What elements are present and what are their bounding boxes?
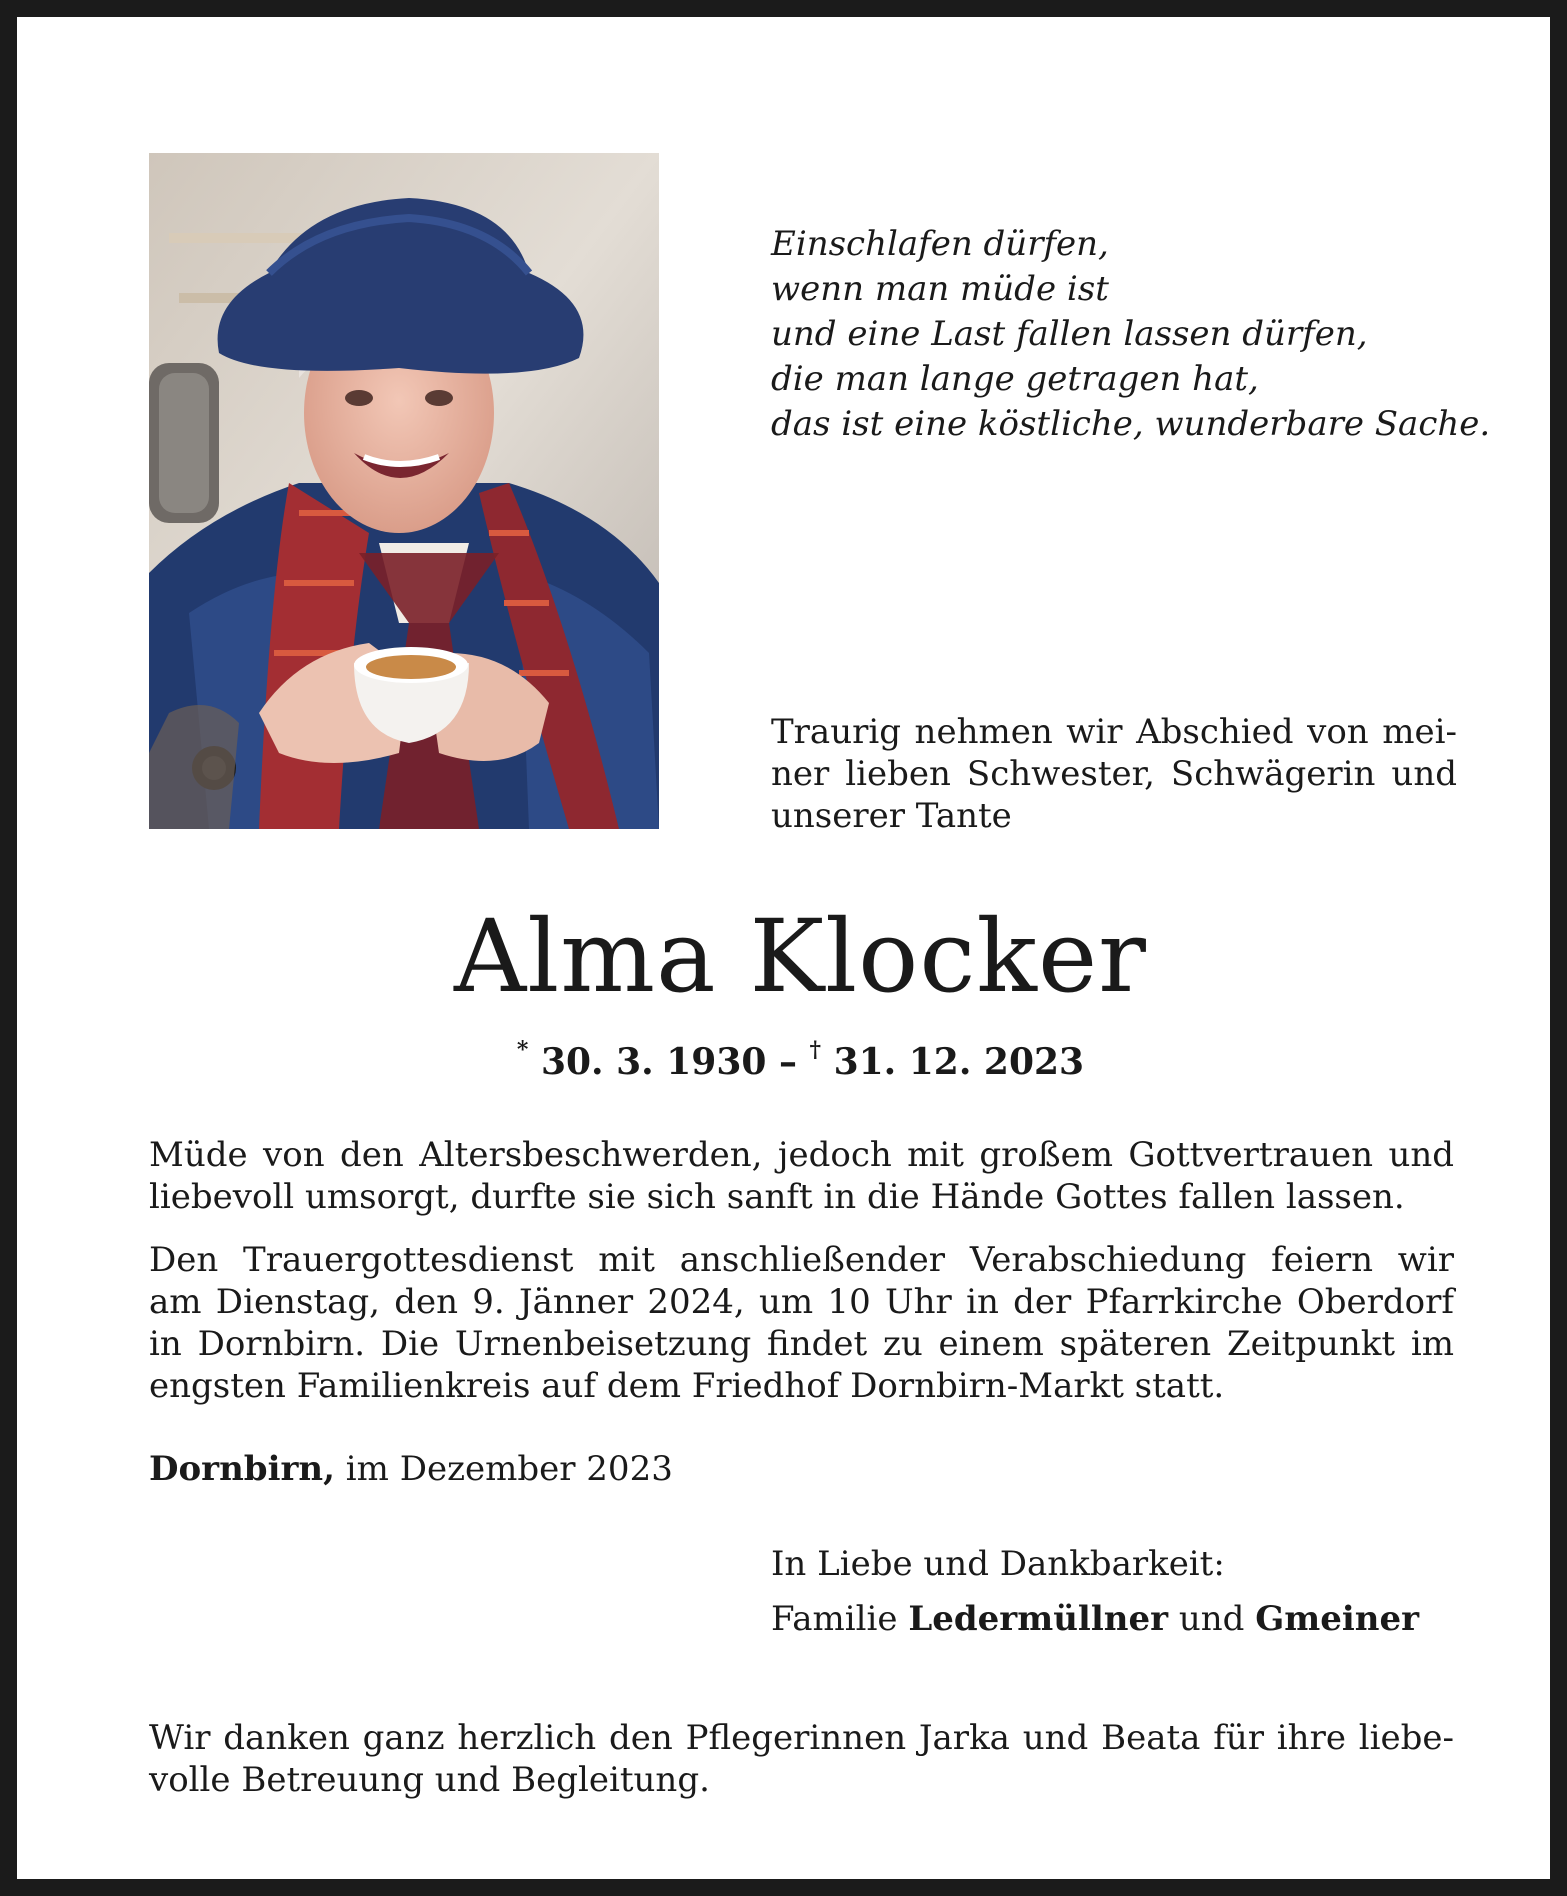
paragraph-line: in Dornbirn. Die Urnenbeisetzung findet zu einem späteren Zeitpunkt im	[149, 1324, 1454, 1364]
signoff-family	[771, 1592, 1419, 1647]
paragraph-line: am Dienstag, den 9. Jänner 2024, um 10 Uhr in der Pfarrkirche Oberdorf	[149, 1282, 1454, 1322]
portrait-illustration	[149, 153, 659, 829]
poem-line: das ist eine köstliche, wunderbare Sache.	[771, 404, 1491, 444]
intro-line: Traurig nehmen wir Abschied von mei-	[771, 712, 1457, 752]
date-separator: –	[778, 1041, 797, 1083]
paragraph-line: Müde von den Altersbeschwerden, jedoch mit großem Gottvertrauen und	[149, 1135, 1454, 1175]
family-prefix: Familie	[771, 1599, 909, 1639]
paragraph-passing	[149, 1134, 1454, 1218]
signoff-line: In Liebe und Dankbarkeit:	[771, 1544, 1225, 1584]
paragraph-line: engsten Familienkreis auf dem Friedhof Dornbirn-Markt statt.	[149, 1366, 1225, 1406]
paragraph-line: Den Trauergottesdienst mit anschließender Verabschiedung feiern wir	[149, 1240, 1454, 1280]
farewell-intro	[771, 711, 1457, 837]
family-joiner: und	[1168, 1599, 1256, 1639]
family-signoff	[771, 1537, 1419, 1647]
poem-line: Einschlafen dürfen,	[771, 224, 1109, 264]
place-and-date	[149, 1448, 673, 1490]
thanks-line: volle Betreuung und Begleitung.	[149, 1760, 710, 1800]
thanks-note	[149, 1717, 1454, 1801]
deceased-name: Alma Klocker	[454, 898, 1147, 1015]
poem-line: die man lange getragen hat,	[771, 359, 1259, 399]
poem-verse	[771, 222, 1491, 447]
family-name-2: Gmeiner	[1255, 1599, 1420, 1639]
paragraph-line: liebevoll umsorgt, durfte sie sich sanft in die Hände Gottes fallen lassen.	[149, 1177, 1405, 1217]
intro-line: ner lieben Schwester, Schwägerin und	[771, 754, 1457, 794]
death-date: 31. 12. 2023	[833, 1041, 1085, 1083]
birth-date: 30. 3. 1930	[540, 1041, 767, 1083]
poem-line: wenn man müde ist	[771, 269, 1109, 309]
place-city: Dornbirn,	[149, 1449, 335, 1489]
family-name-1: Ledermüllner	[908, 1599, 1169, 1639]
intro-line: unserer Tante	[771, 796, 1012, 836]
birth-symbol: *	[516, 1037, 529, 1063]
death-symbol: †	[809, 1037, 822, 1063]
place-date: im Dezember 2023	[334, 1449, 673, 1489]
thanks-line: Wir danken ganz herzlich den Pflegerinnen Jarka und Beata für ihre liebe-	[149, 1718, 1454, 1758]
life-dates	[17, 1029, 1567, 1087]
portrait-photo	[149, 153, 659, 829]
paragraph-funeral-details	[149, 1239, 1454, 1407]
poem-line: und eine Last fallen lassen dürfen,	[771, 314, 1368, 354]
